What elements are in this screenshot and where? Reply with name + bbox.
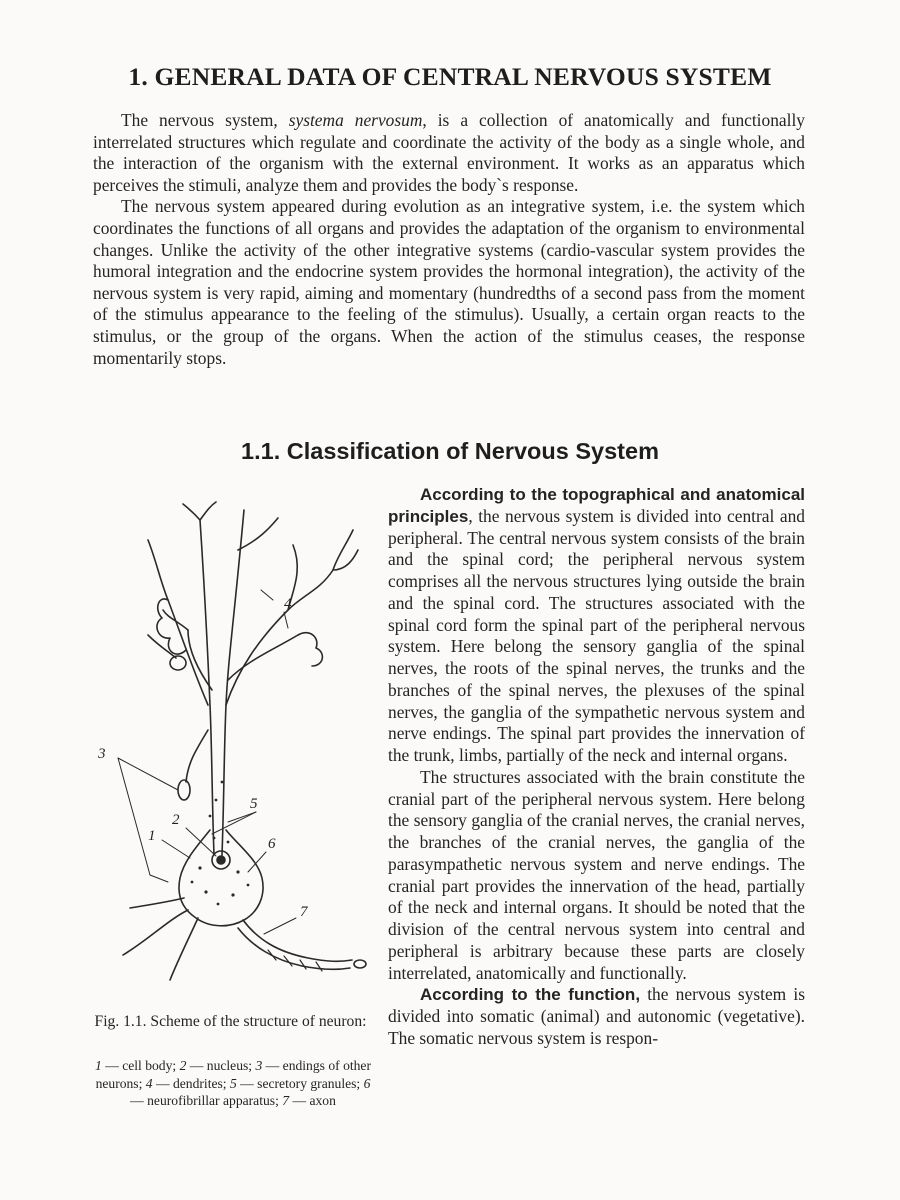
classification-paragraph-3: According to the function, the nervous system is divided into somatic (animal) and autonomic (vegetative). The somatic nervous system is respon- bbox=[388, 984, 805, 1048]
figure-legend: 1 — cell body; 2 — nucleus; 3 — endings of other neurons; 4 — dendrites; 5 — secretory granules; 6 — neurofibrillar apparatus; 7 — axon bbox=[95, 1058, 371, 1109]
intro-paragraph-2: The nervous system appeared during evolution as an integrative system, i.e. the system which coordinates the functions of all organs and provides the adaptation of the organism to environmental changes. Unlike the activity of the other integrative systems (cardio-vascular system provides the humoral integration and the endocrine system provides the hormonal integration), the activity of the nervous system is very rapid, aiming and momentary (hundredths of a second pass from the moment of the stimulus appearance to the feeling of the stimulus). Usually, a certain organ reacts to the stimulus, or the group of the organs. When the action of the stimulus ceases, the response momentarily stops. bbox=[93, 196, 805, 368]
label-7: 7 bbox=[300, 904, 308, 920]
label-2: 2 bbox=[172, 812, 180, 828]
neuron-drawing bbox=[88, 500, 388, 1010]
latin-term: systema nervosum bbox=[288, 110, 423, 130]
label-3: 3 bbox=[98, 746, 106, 762]
neuron-figure bbox=[88, 500, 388, 1010]
classification-paragraph-1: According to the topographical and anatomical principles, the nervous system is divided into central and peripheral. The central nervous system consists of the brain and the spinal cord; the peripheral nervous system comprises all the nervous structures lying outside the brain and the spinal cord. The structures associated with the spinal cord form the spinal part of the peripheral nervous system. Here belong the sensory ganglia of the spinal nerves, the roots of the spinal nerves, the trunks and the branches of the spinal nerves, the plexuses of the spinal nerves, the ganglia of the sympathetic nervous system and nerve endings. The spinal part provides the innervation of the trunk, limbs, partially of the neck and internal organs. bbox=[388, 485, 805, 765]
lead-function: According to the function, bbox=[420, 985, 641, 1005]
label-6: 6 bbox=[268, 836, 276, 852]
intro-paragraph-1: The nervous system, systema nervosum, is a collection of anatomically and functionally interrelated structures which regulate and coordinate the activity of the body as a single whole, and the interaction of the organism with the external environment. It works as an apparatus which perceives the stimuli, analyze them and provides the body`s response. bbox=[93, 110, 805, 195]
label-4: 4 bbox=[284, 596, 292, 612]
figure-caption: Fig. 1.1. Scheme of the structure of neuron: bbox=[94, 1013, 367, 1030]
label-1: 1 bbox=[148, 828, 156, 844]
intro-text bbox=[93, 110, 805, 369]
classification-text bbox=[388, 484, 805, 1050]
label-5: 5 bbox=[250, 796, 258, 812]
section-title: 1.1. Classification of Nervous System bbox=[241, 438, 659, 464]
classification-paragraph-2: The structures associated with the brain constitute the cranial part of the peripheral nervous system. Here belong the sensory ganglia of the cranial nerves, the cranial nerves, the branches of the cranial nerves, the ganglia of the parasympathetic nervous system and nerve endings. The cranial part provides the innervation of the head, partially of the neck and internal organs. It should be noted that the division of the central nervous system into central and peripheral is arbitrary because these parts are closely interrelated, anatomically and functionally. bbox=[388, 766, 805, 983]
chapter-title: 1. GENERAL DATA OF CENTRAL NERVOUS SYSTEM bbox=[128, 62, 772, 91]
lead-topographical: According to the topographical and anatomical principles bbox=[388, 485, 805, 526]
